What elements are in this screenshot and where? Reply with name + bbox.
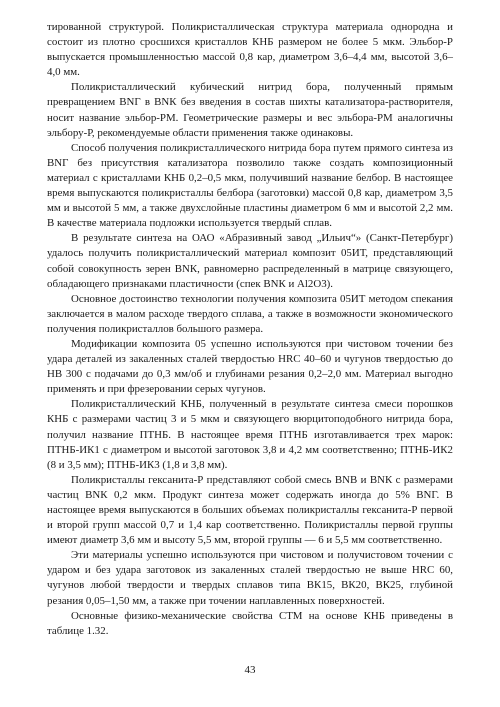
paragraph-ptnb: Поликристаллический КНБ, полученный в результате синтеза смеси порошков КНБ с размерами частиц 3 и 5 мкм и связующего вюрцитоподобного нитрида бора, получил название ПТНБ. В настоящее время ПТНБ изготавливается трех марок: ПТНБ-ИК1 с диаметром и высотой заготовок 3,8 и 4,2 мм соответственно; ПТНБ-ИК2 (8 и 3,5 мм); ПТНБ-ИК3 (1,8 и 3,8 мм). <box>47 398 453 471</box>
body-text <box>47 20 453 639</box>
paragraph-hexanite-r: Поликристаллы гексанита-Р представляют собой смесь BNВ и BNК с размерами частиц BNК 0,2 мкм. Продукт синтеза может содержать иногда до 5% BNГ. В настоящее время выпускаются в больших объемах поликристаллы гексанита-Р первой и второй групп массой 0,7 и 1,4 кар соответственно. Поликристаллы первой группы имеют диаметр 3,6 мм и высоту 5,5 мм, второй группы — 6 и 5,5 мм соответственно. <box>47 473 453 547</box>
paragraph-table-reference: Основные физико-механические свойства СТМ на основе КНБ приведены в таблице 1.32. <box>47 609 453 637</box>
paragraph-elbor-rm: Поликристаллический кубический нитрид бора, полученный прямым превращением BNГ в BNК без введения в состав шихты катализатора-растворителя, носит название эльбор-РМ. Геометрические размеры и вес эльбора-РМ аналогичны эльбору-Р, рекомендуемые области применения также одинаковы. <box>47 81 453 139</box>
paragraph-05it-advantage: Основное достоинство технологии получения композита 05ИТ методом спекания заключается в малом расходе твердого сплава, а также в возможности экономического получения поликристаллов большого размера. <box>47 292 453 335</box>
paragraph-composite-05it: В результате синтеза на ОАО «Абразивный завод „Ильич“» (Санкт-Петербург) удалось получить поликристаллический материал композит 05ИТ, представляющий собой совокупность зерен BNК, равномерно распределенный в матрице связующего, обладающего признаками пластичности (спек BNК и Al2O3). <box>47 232 453 290</box>
paragraph-applications: Эти материалы успешно используются при чистовом и получистовом точении с ударом и без удара заготовок из закаленных сталей твердостью не выше HRC 60, чугунов любой твердости и твердых сплавов типа ВК15, ВК20, ВК25, глубиной резания 0,05–1,50 мм, а также при точении наплавленных поверхностей. <box>47 549 453 607</box>
paragraph-composite-05-modifications: Модификации композита 05 успешно используются при чистовом точении без удара деталей из закаленных сталей твердостью HRC 40–60 и чугунов твердостью до НВ 300 с подачами до 0,3 мм/об и глубинами резания 0,2–2,0 мм. Материал выгодно применять и при фрезеровании серых чугунов. <box>47 337 453 396</box>
paragraph-belbor: Способ получения поликристаллического нитрида бора путем прямого синтеза из BNГ без присутствия катализатора позволило также создать композиционный материал с кристаллами КНБ 0,2–0,5 мкм, получивший название белбор. В настоящее время выпускаются поликристаллы белбора (заготовки) массой 0,8 кар, диаметром 3,5 мм и высотой 5 мм, а также двухслойные пластины диаметром 6 мм и высотой 2,2 мм. В качестве материала подложки используется твердый сплав. <box>47 141 453 230</box>
paragraph-continuation: тированной структурой. Поликристаллическая структура материала однородна и состоит из плотно сросшихся кристаллов КНБ размером не более 5 мкм. Эльбор-Р выпускается промышленностью массой 0,8 кар, диаметром 3,6–4,4 мм, высотой 3,6–4,0 мм. <box>47 21 453 79</box>
page-number: 43 <box>244 664 256 676</box>
